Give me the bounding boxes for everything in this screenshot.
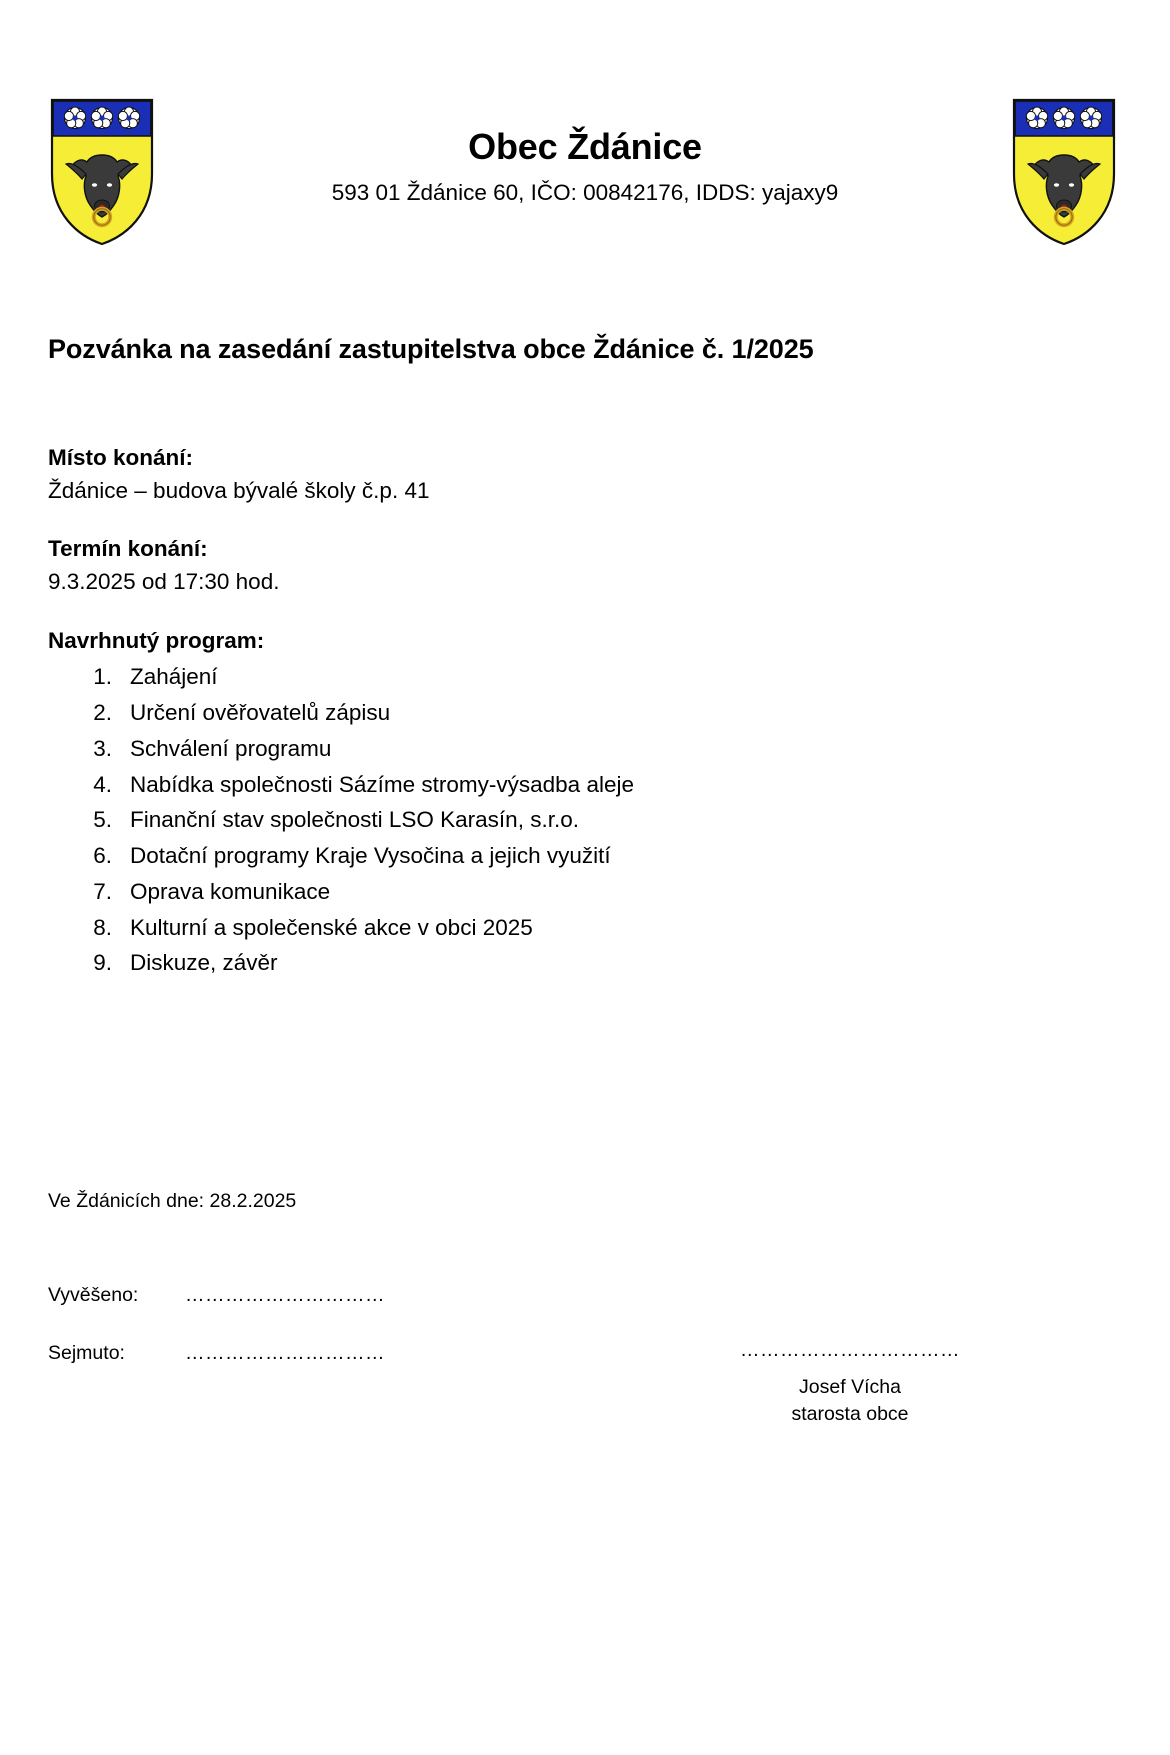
section-place [48, 443, 1048, 505]
section-program [48, 626, 1048, 978]
removed-label: Sejmuto: [48, 1342, 125, 1365]
document-header [0, 96, 1170, 296]
organization-address-line: 593 01 Ždánice 60, IČO: 00842176, IDDS: yajaxy9 [331, 180, 839, 206]
program-item: Určení ověřovatelů zápisu [130, 700, 391, 726]
document-body [48, 443, 1048, 1007]
signature-block [735, 1337, 965, 1429]
program-item: Finanční stav společnosti LSO Karasín, s.r.o. [130, 807, 579, 833]
program-item: Oprava komunikace [130, 878, 331, 904]
issue-date-line: Ve Ždánicích dne: 28.2.2025 [48, 1190, 297, 1212]
program-item: Nabídka společnosti Sázíme stromy-výsadba aleje [130, 771, 634, 797]
header-text-block [230, 126, 940, 208]
program-list [48, 662, 1048, 977]
coat-of-arms-left [48, 96, 156, 248]
program-item: Kulturní a společenské akce v obci 2025 [130, 914, 533, 940]
organization-title: Obec Ždánice [468, 126, 702, 167]
coat-of-arms-right [1010, 96, 1118, 248]
place-label: Místo konání: [48, 445, 193, 470]
removed-blank-line: ………………………… [185, 1342, 385, 1365]
section-term [48, 534, 1048, 596]
term-label: Termín konání: [48, 536, 208, 562]
program-label: Navrhnutý program: [48, 627, 265, 653]
place-value: Ždánice – budova bývalé školy č.p. 41 [48, 477, 430, 503]
page-title: Pozvánka na zasedání zastupitelstva obce Ždánice č. 1/2025 [48, 334, 814, 365]
removed-row [48, 1341, 385, 1366]
program-item: Zahájení [130, 664, 218, 690]
program-item: Dotační programy Kraje Vysočina a jejich využití [130, 843, 611, 869]
program-item: Schválení programu [130, 735, 332, 761]
signature-name: Josef Vícha [799, 1375, 901, 1398]
term-value: 9.3.2025 od 17:30 hod. [48, 569, 280, 595]
posting-block [48, 1283, 385, 1400]
signature-blank-line: …………………………… [740, 1339, 960, 1361]
signature-role: starosta obce [791, 1403, 909, 1426]
posted-blank-line: ………………………… [185, 1284, 385, 1306]
posted-row [48, 1283, 385, 1308]
program-item: Diskuze, závěr [130, 950, 278, 976]
posted-label: Vyvěšeno: [48, 1284, 139, 1306]
